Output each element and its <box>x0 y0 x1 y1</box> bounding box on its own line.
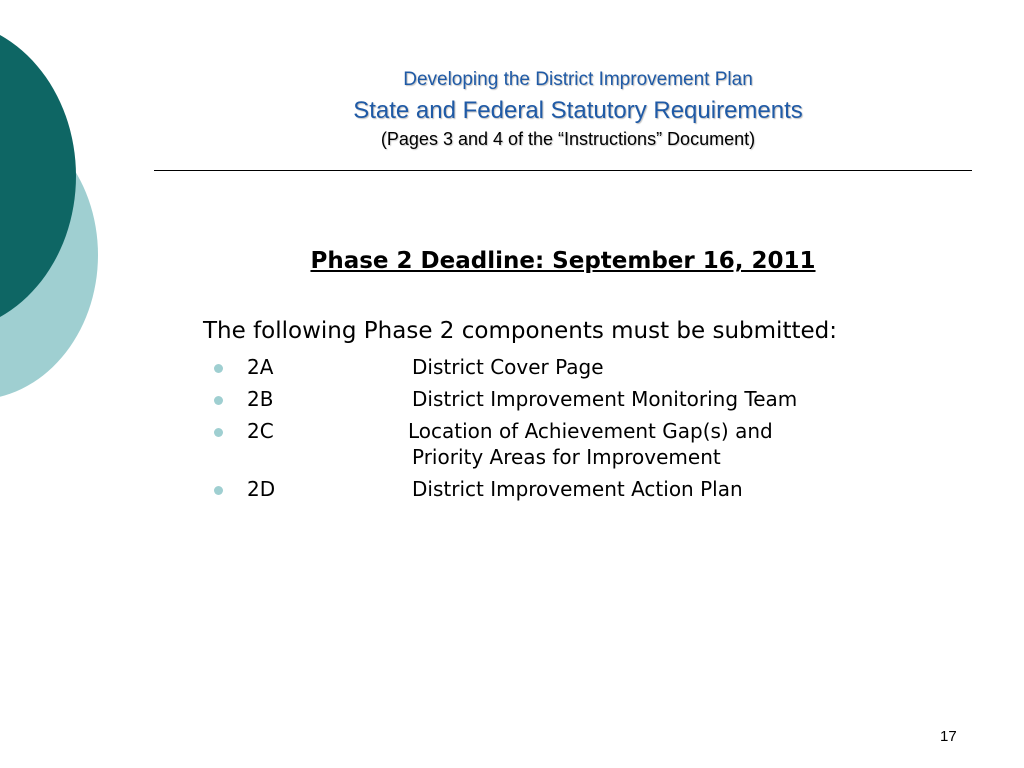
page-number: 17 <box>940 728 957 745</box>
list-item <box>214 386 797 412</box>
list-item <box>214 418 797 470</box>
component-description: Location of Achievement Gap(s) and <box>408 419 773 443</box>
intro-text: The following Phase 2 components must be submitted: <box>203 318 837 344</box>
bullet-icon <box>214 486 223 495</box>
component-description: District Improvement Monitoring Team <box>412 387 798 411</box>
bullet-icon <box>214 396 223 405</box>
component-code: 2D <box>247 477 276 501</box>
header-divider <box>154 170 972 171</box>
bullet-icon <box>214 364 223 373</box>
slide-header <box>154 68 972 150</box>
component-description: District Improvement Action Plan <box>412 477 743 501</box>
component-list <box>214 354 797 508</box>
component-code: 2A <box>247 355 274 379</box>
slide-kicker: Developing the District Improvement Plan <box>403 69 753 90</box>
deadline-heading: Phase 2 Deadline: September 16, 2011 <box>310 248 816 274</box>
slide-subtitle: (Pages 3 and 4 of the “Instructions” Document) <box>380 129 756 149</box>
list-item <box>214 476 797 502</box>
component-code: 2B <box>247 387 274 411</box>
component-description: District Cover Page <box>412 355 604 379</box>
component-code: 2C <box>247 419 274 443</box>
bullet-icon <box>214 428 223 437</box>
component-description-continued: Priority Areas for Improvement <box>412 445 721 469</box>
list-item <box>214 354 797 380</box>
slide-title: State and Federal Statutory Requirements <box>353 97 803 124</box>
